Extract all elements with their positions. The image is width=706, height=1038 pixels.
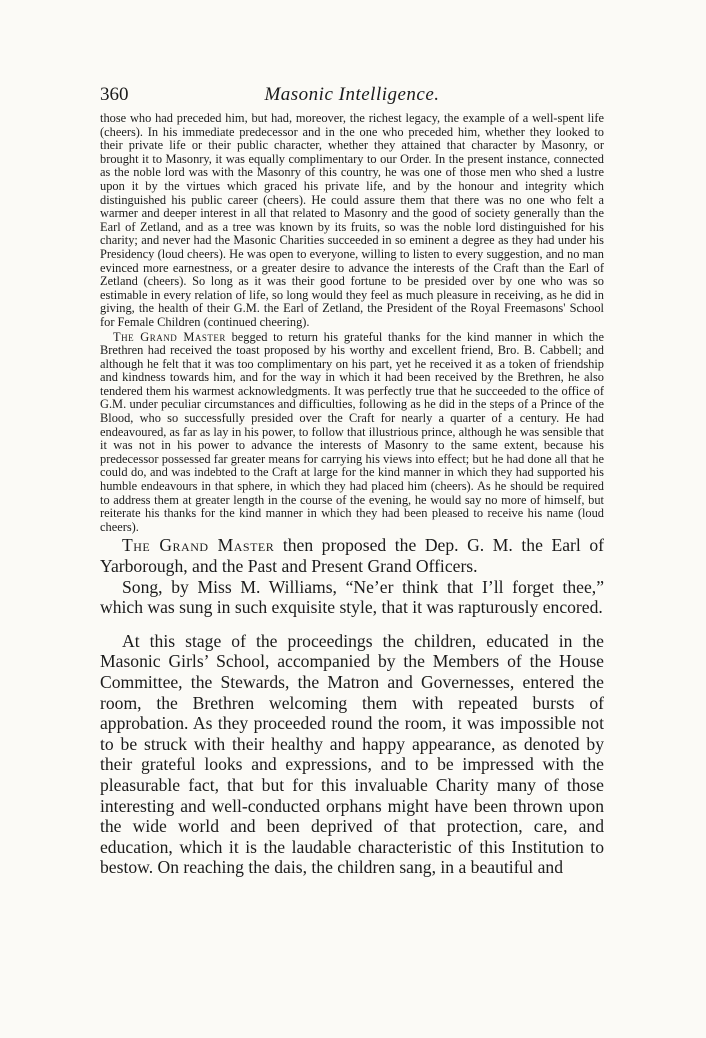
paragraph-toast-continuation: those who had preceded him, but had, moreover, the richest legacy, the example of a well-spent life (cheers). In his immediate predecessor and in the one who preceded him, whether they looked to their private life or their public character, whether they attained that character by Masonry, or brought it to Masonry, it was equally complimentary to our Order. In the present instance, connected as the noble lord was with the Masonry of this country, he was one of those men who shed a lustre upon it by the virtues which graced his private life, and by the honour and integrity which distinguished his public career (cheers). He could assure them that there was no one who felt a warmer and deeper interest in all that related to Masonry and the good of society generally than the Earl of Zetland, and as a tree was known by its fruits, so was the noble lord distinguished for his charity; and never had the Masonic Charities succeeded in so eminent a degree as they had under his Presidency (loud cheers). He was open to everyone, willing to listen to every suggestion, and no man evinced more earnestness, or a greater desire to advance the interests of the Craft than the Earl of Zetland (cheers). So long as it was their good fortune to be presided over by one who was so estimable in every relation of life, so long would they feel as much pleasure in receiving, as he did in giving, the health of their G.M. the Earl of Zetland, the President of the Royal Freemasons' School for Female Children (continued cheering). (100, 111, 604, 329)
paragraph-body: begged to return his grateful thanks for the kind manner in which the Brethren had received the toast proposed by his worthy and excellent friend, Bro. B. Cabbell; and although he felt that it was too complimentary on his part, yet he received it as a token of friendship and kindness towards him, and for the way in which it had been received by the Brethren, he also tendered them his warmest acknowledgments. It was perfectly true that he succeeded to the office of G.M. under peculiar circumstances and difficulties, following as he did in the steps of a Prince of the Blood, who so successfully presided over the Craft for nearly a quarter of a century. He had endeavoured, as far as lay in his power, to follow that illustrious prince, although he was sensible that it was not in his power to advance the interests of Masonry to the same extent, because his predecessor possessed far greater means for carrying his views into effect; but he had done all that he could do, and was indebted to the Craft at large for the kind manner in which they had supported his humble endeavours in that sphere, in which they had placed him (cheers). As he should be required to address them at greater length in the course of the evening, he would say no more of himself, but reiterate his thanks for the kind manner in which they had been pleased to receive his name (loud cheers). (100, 329, 605, 534)
paragraph-grand-master-reply (100, 331, 604, 535)
paragraph-children-entrance: At this stage of the proceedings the children, educated in the Masonic Girls’ School, accompanied by the Members of the House Committee, the Stewards, the Matron and Governesses, entered the room, the Brethren welcoming them with repeated bursts of approbation. As they proceeded round the room, it was impossible not to be struck with their healthy and happy appearance, as denoted by their grateful looks and expressions, and to be impressed with the pleasurable fact, that but for this invaluable Charity many of those interesting and well-conducted orphans might have been thrown upon the wide world and been deprived of that protection, care, and education, which it is the laudable characteristic of this Institution to bestow. On reaching the dais, the children sang, in a beautiful and (100, 630, 604, 878)
paragraph-song: Song, by Miss M. Williams, “Ne’er think that I’ll forget thee,” which was sung in such exquisite style, that it was rapturously encored. (100, 576, 604, 618)
speaker-name: The Grand Master (113, 329, 226, 344)
page-header (100, 84, 604, 112)
document-page (100, 84, 604, 878)
speaker-name: The Grand Master (122, 535, 275, 556)
paragraph-toast-proposal (100, 535, 604, 576)
running-title: Masonic Intelligence. (264, 84, 440, 105)
paragraph-body: then proposed the Dep. G. M. the Earl of Yarborough, and the Past and Present Grand Officers. (100, 535, 604, 576)
page-number: 360 (100, 84, 129, 105)
